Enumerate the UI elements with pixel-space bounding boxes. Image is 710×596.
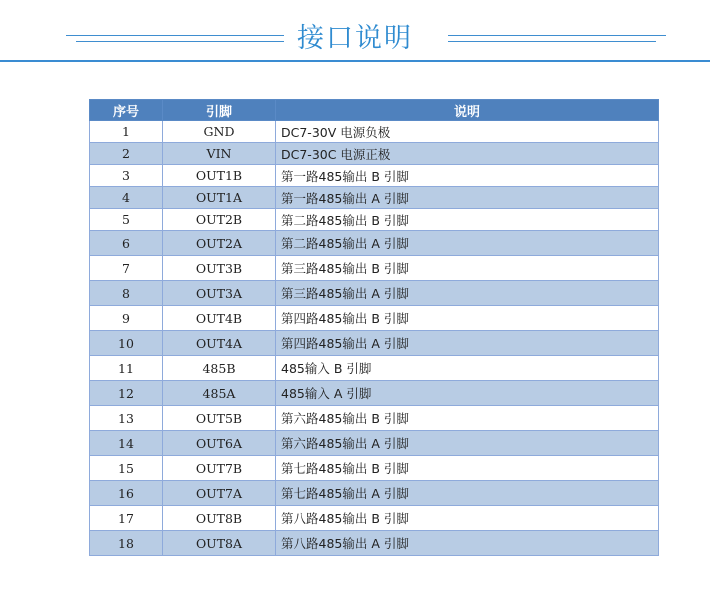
table-row xyxy=(90,256,659,281)
table-row xyxy=(90,481,659,506)
table-row xyxy=(90,456,659,481)
row-number: 11 xyxy=(90,356,163,381)
row-description: 第六路485输出 A 引脚 xyxy=(276,431,659,456)
row-description: 第一路485输出 B 引脚 xyxy=(276,165,659,187)
row-pin: OUT3B xyxy=(163,256,276,281)
row-number: 6 xyxy=(90,231,163,256)
row-pin: OUT8B xyxy=(163,506,276,531)
table-row xyxy=(90,165,659,187)
row-description: 第六路485输出 B 引脚 xyxy=(276,406,659,431)
row-pin: OUT6A xyxy=(163,431,276,456)
row-description: 第二路485输出 B 引脚 xyxy=(276,209,659,231)
table-header-row xyxy=(90,100,659,121)
row-number: 9 xyxy=(90,306,163,331)
page-header xyxy=(0,0,710,62)
row-description: 第八路485输出 A 引脚 xyxy=(276,531,659,556)
table-row xyxy=(90,431,659,456)
row-number: 3 xyxy=(90,165,163,187)
row-pin: OUT1A xyxy=(163,187,276,209)
row-pin: VIN xyxy=(163,143,276,165)
table-row xyxy=(90,121,659,143)
row-number: 13 xyxy=(90,406,163,431)
row-pin: OUT1B xyxy=(163,165,276,187)
column-header-pin: 引脚 xyxy=(163,100,276,121)
row-description: 485输入 B 引脚 xyxy=(276,356,659,381)
table-row xyxy=(90,406,659,431)
column-header-description: 说明 xyxy=(276,100,659,121)
row-description: 第七路485输出 B 引脚 xyxy=(276,456,659,481)
row-description: 第三路485输出 A 引脚 xyxy=(276,281,659,306)
table-row xyxy=(90,143,659,165)
row-description: DC7-30V 电源负极 xyxy=(276,121,659,143)
row-number: 15 xyxy=(90,456,163,481)
row-pin: OUT4B xyxy=(163,306,276,331)
row-number: 14 xyxy=(90,431,163,456)
table-row xyxy=(90,187,659,209)
row-number: 8 xyxy=(90,281,163,306)
header-divider xyxy=(0,60,710,62)
row-number: 10 xyxy=(90,331,163,356)
row-number: 17 xyxy=(90,506,163,531)
row-pin: OUT4A xyxy=(163,331,276,356)
row-number: 16 xyxy=(90,481,163,506)
table-row xyxy=(90,231,659,256)
row-description: 第四路485输出 B 引脚 xyxy=(276,306,659,331)
title-decor-line xyxy=(448,35,666,36)
row-description: 第四路485输出 A 引脚 xyxy=(276,331,659,356)
table-row xyxy=(90,356,659,381)
row-number: 12 xyxy=(90,381,163,406)
page-title: 接口说明 xyxy=(297,23,413,54)
row-description: 第八路485输出 B 引脚 xyxy=(276,506,659,531)
row-number: 7 xyxy=(90,256,163,281)
row-pin: OUT5B xyxy=(163,406,276,431)
row-pin: OUT2B xyxy=(163,209,276,231)
row-pin: OUT7B xyxy=(163,456,276,481)
row-pin: OUT3A xyxy=(163,281,276,306)
table-row xyxy=(90,209,659,231)
row-description: 第七路485输出 A 引脚 xyxy=(276,481,659,506)
row-number: 4 xyxy=(90,187,163,209)
row-number: 1 xyxy=(90,121,163,143)
row-description: 第一路485输出 A 引脚 xyxy=(276,187,659,209)
table-row xyxy=(90,306,659,331)
row-pin: 485A xyxy=(163,381,276,406)
table-row xyxy=(90,531,659,556)
row-pin: OUT2A xyxy=(163,231,276,256)
row-description: DC7-30C 电源正极 xyxy=(276,143,659,165)
table-row xyxy=(90,281,659,306)
title-decor-line xyxy=(448,41,656,42)
column-header-number: 序号 xyxy=(90,100,163,121)
table-row xyxy=(90,331,659,356)
row-pin: GND xyxy=(163,121,276,143)
row-description: 第二路485输出 A 引脚 xyxy=(276,231,659,256)
table-row xyxy=(90,506,659,531)
row-number: 2 xyxy=(90,143,163,165)
row-number: 18 xyxy=(90,531,163,556)
row-number: 5 xyxy=(90,209,163,231)
table-row xyxy=(90,381,659,406)
row-pin: OUT8A xyxy=(163,531,276,556)
row-description: 485输入 A 引脚 xyxy=(276,381,659,406)
row-pin: 485B xyxy=(163,356,276,381)
row-description: 第三路485输出 B 引脚 xyxy=(276,256,659,281)
interface-table xyxy=(89,99,659,556)
row-pin: OUT7A xyxy=(163,481,276,506)
